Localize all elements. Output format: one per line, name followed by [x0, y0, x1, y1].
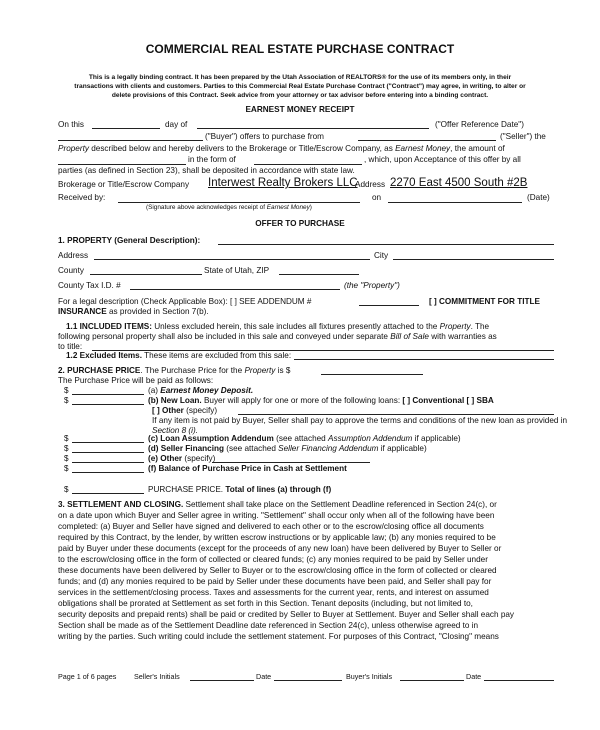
- total-label: PURCHASE PRICE.: [148, 485, 224, 494]
- bill-of-sale-term: Bill of Sale: [390, 332, 429, 341]
- settlement-line: Section shall be made as of the Settlement Deadline date referenced in Section 24(c), unless otherwise agreed to in: [58, 621, 479, 630]
- seller-name-field[interactable]: [358, 140, 496, 141]
- purchase-price-line: [58, 366, 290, 376]
- settlement-line: obligations shall be prorated at Settlement as set forth in this Section. Tenant deposits (including, but not limited to,: [58, 599, 473, 608]
- purchase-price-dollar: is $: [275, 366, 291, 375]
- dollar-a: $: [64, 386, 69, 395]
- commitment-checkbox-label[interactable]: [ ] COMMITMENT FOR TITLE: [429, 297, 540, 306]
- form-of-field[interactable]: [254, 164, 362, 165]
- purchase-price-heading: 2. PURCHASE PRICE: [58, 366, 141, 375]
- settlement-text: Settlement shall take place on the Settlement Deadline referenced in Section 24(c), or: [183, 500, 497, 509]
- line-d-em: Seller Financing Addendum: [278, 444, 379, 453]
- amount-field[interactable]: [58, 164, 186, 165]
- county-label: County: [58, 266, 84, 275]
- line-c-end: if applicable): [412, 434, 461, 443]
- total-text: Total of lines (a) through (f): [223, 485, 332, 494]
- offer-to-purchase-header: OFFER TO PURCHASE: [255, 219, 345, 228]
- line-a: [148, 386, 253, 396]
- included-property-term: Property: [439, 322, 471, 331]
- line-c-em: Assumption Addendum: [328, 434, 413, 443]
- insurance-term: INSURANCE: [58, 307, 107, 316]
- included-items-text: Unless excluded herein, this sale includes all fixtures presently attached to the: [151, 322, 440, 331]
- earnest-money-term: Earnest Money: [395, 144, 451, 153]
- settlement-line: services in the settlement/closing process. Taxes and assessments for the current year, rents, and interest on assumed: [58, 588, 489, 597]
- line-d-label: (d) Seller Financing: [148, 444, 224, 453]
- line-b: [148, 396, 494, 406]
- dollar-f: $: [64, 464, 69, 473]
- dollar-d: $: [64, 444, 69, 453]
- tax-id-field[interactable]: [130, 289, 340, 290]
- buyer-name-field[interactable]: [58, 140, 203, 141]
- general-description-field[interactable]: [218, 244, 554, 245]
- personal-property-line: [58, 332, 497, 342]
- intro-line: This is a legally binding contract. It has been prepared by the Utah Association of REALTORS® for the use of its members only, in their: [88, 74, 512, 81]
- other-amount-field[interactable]: [72, 462, 144, 463]
- included-items-line: [66, 322, 489, 332]
- other-loan-field[interactable]: [238, 414, 554, 415]
- line-c-label: (c) Loan Assumption Addendum: [148, 434, 274, 443]
- purchase-price-text: . The Purchase Price for the: [140, 366, 245, 375]
- included-items-end: . The: [470, 322, 490, 331]
- balance-amount-field[interactable]: [72, 472, 144, 473]
- buyer-initials-field[interactable]: [400, 680, 464, 681]
- other-specify-field[interactable]: [212, 462, 370, 463]
- line-b-conventional[interactable]: [ ] Conventional [ ] SBA: [402, 396, 494, 405]
- line-e-label: (e) Other: [148, 454, 183, 463]
- property-delivery-mid: described below and hereby delivers to the Brokerage or Title/Escrow Company, as: [88, 144, 396, 153]
- excluded-items-heading: 1.2 Excluded Items.: [66, 351, 142, 360]
- settlement-heading: 3. SETTLEMENT AND CLOSING.: [58, 500, 184, 509]
- which-upon-label: , which, upon Acceptance of this offer by all: [364, 155, 521, 164]
- line-b-section: Section 8 (i).: [152, 426, 198, 435]
- personal-property-post: with warranties as: [428, 332, 497, 341]
- seller-label: ("Seller") the: [500, 132, 546, 141]
- settlement-line: to the escrow/closing office in the form of collected or cleared funds; (c) any monies required to be paid by Seller under: [58, 555, 488, 564]
- earnest-amount-field[interactable]: [72, 394, 144, 395]
- legal-description-text: For a legal description (Check Applicable Box): [ ] SEE ADDENDUM #: [58, 297, 312, 306]
- signature-note-pre: (Signature above acknowledges receipt of: [146, 204, 267, 211]
- line-b-specify: (specify): [183, 406, 218, 415]
- total-line: [148, 485, 331, 495]
- line-a-label: (a): [148, 386, 161, 395]
- excluded-items-field[interactable]: [294, 359, 554, 360]
- property-address-field[interactable]: [94, 259, 370, 260]
- buyer-offers-label: ("Buyer") offers to purchase from: [205, 132, 324, 141]
- address-value[interactable]: 2270 East 4500 South #2B: [390, 177, 528, 189]
- settlement-line: completed: (a) Buyer and Seller have signed and delivered to each other or to the escrow/closing office all documents: [58, 522, 484, 531]
- date-label: (Date): [527, 193, 550, 202]
- purchase-price-field[interactable]: [321, 374, 423, 375]
- settlement-line: [58, 500, 497, 510]
- property-heading: 1. PROPERTY (General Description):: [58, 236, 201, 245]
- line-b-text: Buyer will apply for one or more of the following loans:: [201, 396, 403, 405]
- seller-financing-amount-field[interactable]: [72, 452, 144, 453]
- tax-id-label: County Tax I.D. #: [58, 281, 121, 290]
- received-date-field[interactable]: [388, 202, 522, 203]
- line-b-label: (b) New Loan.: [148, 396, 202, 405]
- offer-reference-label: ("Offer Reference Date"): [435, 120, 524, 129]
- insurance-rest: as provided in Section 7(b).: [106, 307, 209, 316]
- intro-line: delete provisions of this Contract. Seek advice from your attorney or tax advisor before entering into a binding contract.: [111, 92, 489, 99]
- settlement-line: writing by the parties. Such writing could include the settlement statement. For purposes of this Contract, "Closing" means: [58, 632, 499, 641]
- settlement-line: on a date upon which Buyer and Seller agree in writing. "Settlement" shall occur only when all of the following have been: [58, 511, 495, 520]
- line-a-text: Earnest Money Deposit.: [160, 386, 254, 395]
- buyer-initials-label: Buyer's Initials: [346, 672, 393, 681]
- received-by-label: Received by:: [58, 193, 106, 202]
- line-f-label: (f) Balance of Purchase Price in Cash at Settlement: [148, 464, 347, 473]
- line-d-end: if applicable): [378, 444, 427, 453]
- excluded-items-line: [66, 351, 291, 361]
- excluded-items-text: These items are excluded from this sale:: [142, 351, 292, 360]
- state-zip-label: State of Utah, ZIP: [204, 266, 270, 275]
- on-label: on: [372, 193, 382, 202]
- city-field[interactable]: [393, 259, 554, 260]
- to-title-label: to title:: [58, 342, 83, 351]
- brokerage-label: Brokerage or Title/Escrow Company: [58, 180, 190, 189]
- day-of-label: day of: [165, 120, 188, 129]
- settlement-line: paid by Buyer under these documents (except for the proceeds of any new loan) have been delivered by Buyer to Seller or: [58, 544, 502, 553]
- settlement-line: funds; and (d) any monies required to be paid by Seller under these documents have been paid, and Seller shall pay for: [58, 577, 492, 586]
- intro-line: transactions with clients and customers. Parties to this Commercial Real Estate Purchase Contract ("Contract") may agree, in writing, to alter or: [74, 83, 526, 90]
- property-delivery-end: , the amount of: [450, 144, 505, 153]
- brokerage-value[interactable]: Interwest Realty Brokers LLC: [208, 177, 358, 189]
- the-property-label: (the "Property"): [344, 281, 400, 290]
- seller-date-field[interactable]: [274, 680, 342, 681]
- on-this-label: On this: [58, 120, 84, 129]
- earnest-money-header: EARNEST MONEY RECEIPT: [245, 105, 355, 114]
- settlement-line: required by this Contract, by the lender, by written escrow instructions or by applicable law; (b) any monies required to be: [58, 533, 496, 542]
- insurance-line: [58, 307, 209, 317]
- address-label: Address: [355, 180, 386, 189]
- day-field[interactable]: [92, 128, 160, 129]
- address-row-label: Address: [58, 251, 89, 260]
- zip-field[interactable]: [279, 274, 359, 275]
- dollar-b: $: [64, 396, 69, 405]
- parties-text: parties (as defined in Section 23), shall be deposited in accordance with state law.: [58, 166, 355, 175]
- line-b-other: [152, 406, 217, 416]
- city-label: City: [374, 251, 389, 260]
- county-field[interactable]: [90, 274, 202, 275]
- form-of-label: in the form of: [188, 155, 236, 164]
- signature-note-em: Earnest Money: [266, 204, 310, 211]
- line-e: [148, 454, 215, 464]
- signature-note-post: ): [309, 204, 312, 211]
- new-loan-amount-field[interactable]: [72, 404, 144, 405]
- signature-note: [146, 203, 312, 212]
- line-e-text: (specify): [182, 454, 216, 463]
- settlement-line: these documents have been delivered by Seller to Buyer or to the escrow/closing office in the form of collected or cleared: [58, 566, 497, 575]
- dollar-total: $: [64, 485, 69, 494]
- line-b-other-checkbox[interactable]: [ ] Other: [152, 406, 184, 415]
- property-term: Property: [58, 144, 89, 153]
- line-c: [148, 434, 461, 444]
- footer-date-label: Date: [256, 672, 272, 681]
- line-b-approval: If any item is not paid by Buyer, Seller shall pay to approve the terms and conditions of the new loan as provided in: [152, 416, 568, 425]
- total-price-field[interactable]: [72, 493, 144, 494]
- settlement-line: security deposits and prepaid rents) shall be paid or credited by Seller to Buyer at Settlement. Buyer and Seller shall each pay: [58, 610, 515, 619]
- personal-property-pre: following personal property shall also be included in this sale and conveyed under separate: [58, 332, 391, 341]
- line-d: [148, 444, 427, 454]
- paid-as-follows: The Purchase Price will be paid as follows:: [58, 376, 214, 385]
- purchase-price-property: Property: [244, 366, 276, 375]
- page-number: Page 1 of 6 pages: [58, 672, 117, 681]
- dollar-c: $: [64, 434, 69, 443]
- seller-initials-label: Seller's Initials: [134, 672, 180, 681]
- footer-date2-label: Date: [466, 672, 482, 681]
- dollar-e: $: [64, 454, 69, 463]
- line-c-text: (see attached: [273, 434, 329, 443]
- month-year-field[interactable]: [197, 128, 429, 129]
- assumption-amount-field[interactable]: [72, 442, 144, 443]
- included-items-heading: 1.1 INCLUDED ITEMS:: [66, 322, 152, 331]
- seller-initials-field[interactable]: [190, 680, 254, 681]
- buyer-date-field[interactable]: [484, 680, 554, 681]
- addendum-number-field[interactable]: [359, 305, 419, 306]
- document-title: COMMERCIAL REAL ESTATE PURCHASE CONTRACT: [145, 42, 455, 56]
- line-d-text: (see attached: [223, 444, 279, 453]
- property-delivery-text: [58, 144, 505, 154]
